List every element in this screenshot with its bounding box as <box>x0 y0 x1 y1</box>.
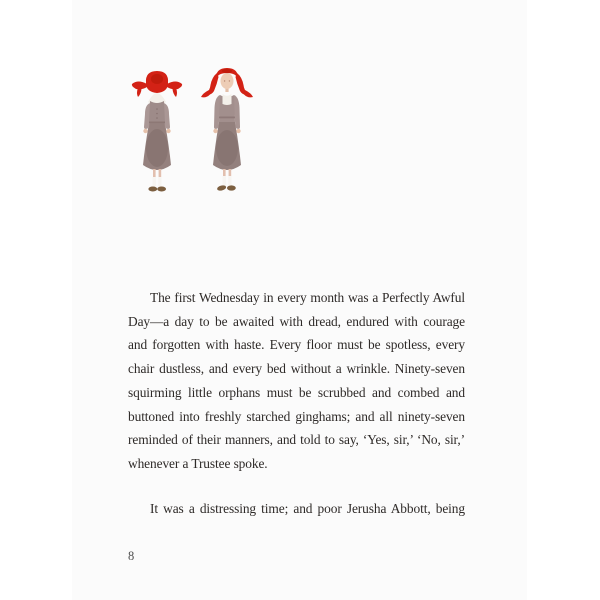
page-number: 8 <box>128 549 135 563</box>
girl-front-braid-tuft-left <box>201 90 210 97</box>
body-text-line: It was a distressing time; and poor Jerusha Abbott, being <box>150 500 465 516</box>
girl-back-belt <box>149 122 165 124</box>
girl-front-view-illustration <box>197 64 255 194</box>
girl-back-sock-right <box>158 177 161 187</box>
body-text-line: chair dustless, and every bed without a wrinkle. Ninety-seven <box>128 361 465 377</box>
girl-back-pigtail-right <box>167 82 182 90</box>
girl-back-shoe-right <box>157 187 166 192</box>
girl-back-view-illustration <box>128 66 186 194</box>
body-text-line: buttoned into freshly starched ginghams; and all ninety-seven <box>128 408 465 424</box>
girl-back-sleeve-left <box>144 103 150 129</box>
body-text-line: squirming little orphans must be scrubbed and combed and <box>128 384 465 400</box>
girl-front-shoe-right <box>227 185 236 190</box>
girl-front-belt <box>219 117 235 119</box>
paragraph <box>128 497 465 521</box>
girl-front-sock-left <box>223 176 226 186</box>
girl-front-face <box>221 73 234 89</box>
body-text-line: whenever a Trustee spoke. <box>128 455 268 471</box>
body-text-line: The first Wednesday in every month was a Perfectly Awful <box>150 290 465 305</box>
girl-back-skirt-shade <box>146 129 168 167</box>
girl-front-skirt-shade <box>216 130 238 166</box>
girl-front-collar <box>223 94 232 105</box>
girl-back-bodice <box>149 101 165 123</box>
body-text-line: and forgotten with haste. Every floor must be spotless, every <box>128 337 465 353</box>
two-girls-illustration <box>128 64 258 196</box>
girl-front-hand-right <box>236 129 240 133</box>
girl-back-pigtail-left <box>132 82 147 90</box>
girl-back-sleeve-right <box>164 103 170 129</box>
girl-front-sock-right <box>228 176 231 186</box>
body-text-line: Day—a day to be awaited with dread, endured with courage <box>128 313 465 329</box>
girl-back-hand-left <box>143 129 147 133</box>
body-text <box>128 286 465 520</box>
girl-back-hand-right <box>166 129 170 133</box>
paragraph <box>128 286 465 476</box>
girl-front-hand-left <box>213 129 217 133</box>
girl-front-braid-tuft-right <box>244 90 253 97</box>
girl-back-sock-left <box>153 177 156 187</box>
girl-back-shoe-left <box>148 187 157 192</box>
body-text-line: reminded of their manners, and told to say, ‘Yes, sir,’ ‘No, sir,’ <box>128 432 465 448</box>
